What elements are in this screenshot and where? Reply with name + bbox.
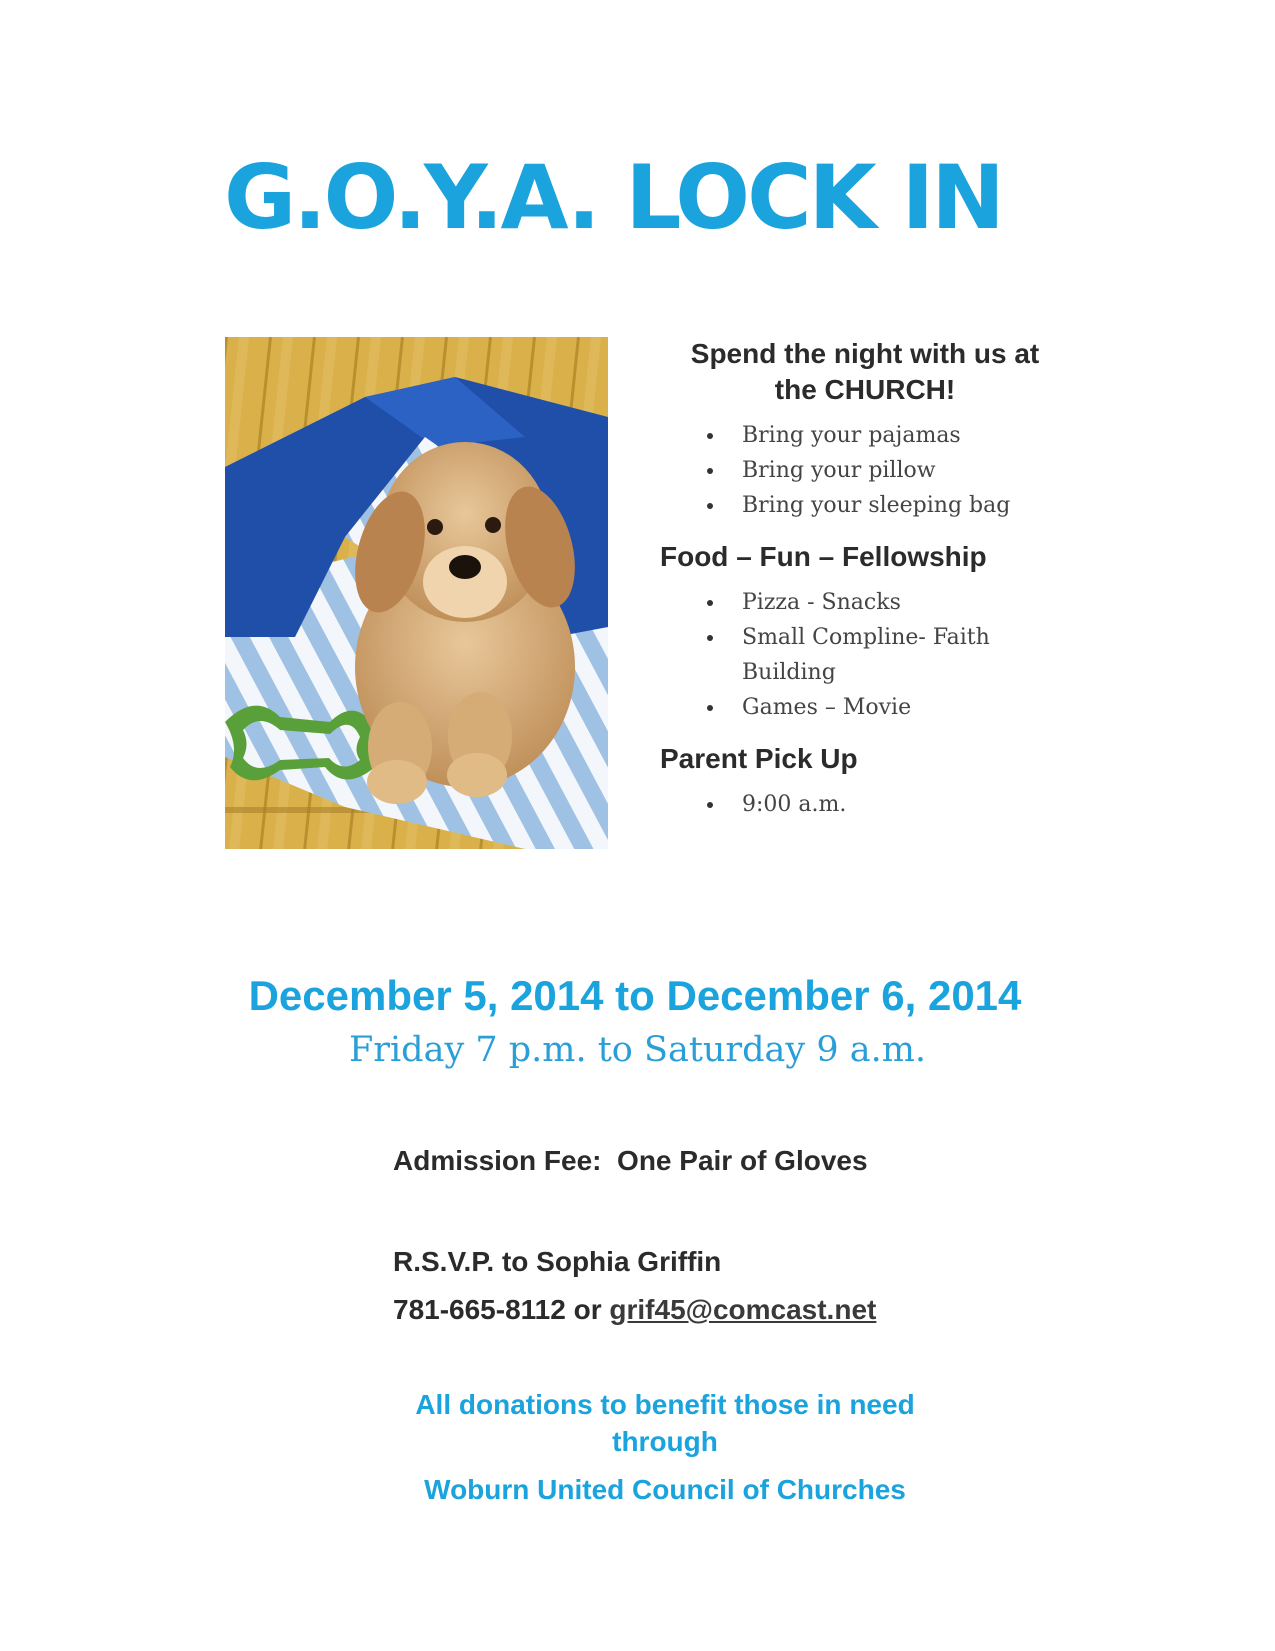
- intro-text: [665, 336, 1065, 408]
- flyer-title: G.O.Y.A. LOCK IN: [224, 146, 1002, 249]
- bullet-icon: [707, 635, 713, 641]
- intro-line-2: the CHURCH!: [774, 374, 956, 405]
- list-item: Bring your sleeping bag: [660, 488, 1032, 523]
- food-list: [660, 585, 1080, 725]
- donations-organization: Woburn United Council of Churches: [424, 1474, 906, 1505]
- pickup-heading: Parent Pick Up: [660, 743, 858, 774]
- bring-list: [660, 418, 1080, 523]
- bullet-icon: [707, 802, 713, 808]
- bullet-icon: [707, 468, 713, 474]
- details-column: [660, 336, 1080, 822]
- food-heading: Food – Fun – Fellowship: [660, 541, 987, 572]
- event-dates-text: December 5, 2014 to December 6, 2014: [248, 972, 1022, 1019]
- bullet-icon: [707, 600, 713, 606]
- list-item: Small Compline- Faith Building: [660, 620, 1032, 690]
- donations-line-2: through: [612, 1426, 718, 1457]
- list-item: 9:00 a.m.: [660, 787, 1032, 822]
- bullet-icon: [707, 433, 713, 439]
- rsvp-contact: R.S.V.P. to Sophia Griffin: [393, 1246, 722, 1277]
- donations-line-1: All donations to benefit those in need: [415, 1389, 915, 1420]
- rsvp-phone: 781-665-8112 or: [393, 1294, 610, 1325]
- event-dates: [0, 970, 1275, 1022]
- rsvp-phone-email: [393, 1286, 876, 1334]
- rsvp-block: [393, 1238, 876, 1334]
- intro-line-1: Spend the night with us at: [690, 338, 1040, 369]
- bullet-icon: [707, 503, 713, 509]
- donations-note: [0, 1386, 1275, 1508]
- list-item: Bring your pillow: [660, 453, 1032, 488]
- event-times: Friday 7 p.m. to Saturday 9 a.m.: [348, 1030, 927, 1070]
- admission-fee: Admission Fee: One Pair of Gloves: [393, 1145, 868, 1176]
- list-item: Pizza - Snacks: [660, 585, 1032, 620]
- rsvp-email-link[interactable]: grif45@comcast.net: [609, 1294, 877, 1325]
- pickup-list: [660, 787, 1080, 822]
- list-item: Games – Movie: [660, 690, 1032, 725]
- list-item: Bring your pajamas: [660, 418, 1032, 453]
- puppy-photo: [225, 337, 608, 849]
- bullet-icon: [707, 705, 713, 711]
